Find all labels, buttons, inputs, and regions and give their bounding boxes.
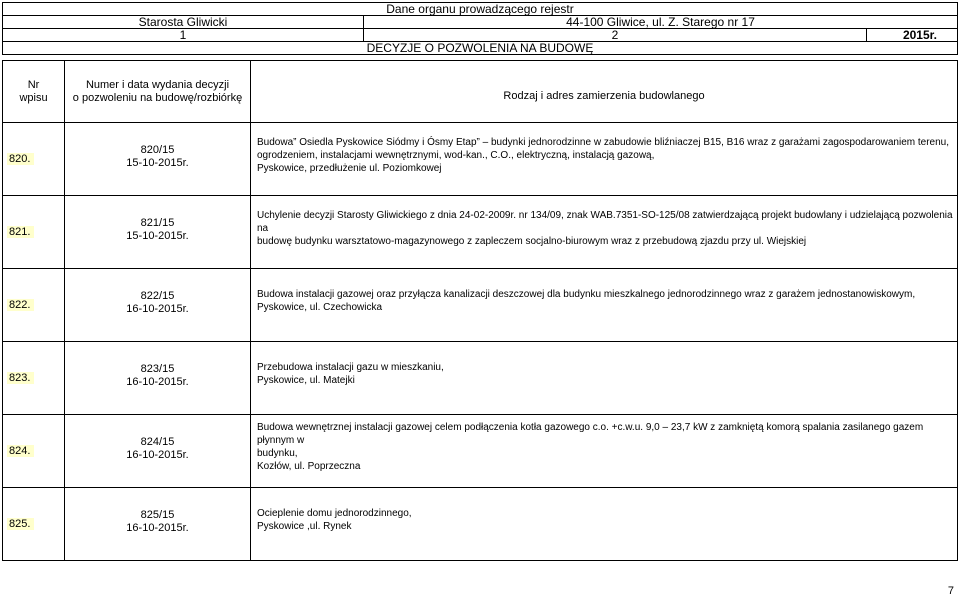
record-decision-cell <box>65 196 251 269</box>
column-header-nr-line2: wpisu <box>19 91 48 104</box>
table-row <box>3 342 958 415</box>
record-line: Kozłów, ul. Poprzeczna <box>257 461 361 472</box>
column-header-scope: Rodzaj i adres zamierzenia budowlanego <box>251 61 958 123</box>
record-decision-no: 825/15 <box>140 508 175 521</box>
record-decision-no: 820/15 <box>140 143 175 156</box>
record-line: ogrodzeniem, instalacjami wewnętrznymi, wod-kan., C.O., elektryczną, instalacją gazową, <box>257 149 655 161</box>
table-row <box>3 196 958 269</box>
record-line: Pyskowice ,ul. Rynek <box>257 521 352 532</box>
column-header-row <box>3 61 958 123</box>
record-line: Pyskowice, ul. Czechowicka <box>257 302 383 313</box>
record-decision-no: 822/15 <box>140 289 175 302</box>
record-nr: 822. <box>7 299 34 311</box>
record-description <box>251 269 958 342</box>
record-nr: 821. <box>7 226 34 238</box>
record-line: Budowa” Osiedla Pyskowice Siódmy i Ósmy Etap” – budynki jednorodzinne w zabudowie bliźniaczej B15, B16 wraz z garażami zagospodarowaniem terenu, <box>257 136 950 148</box>
record-nr-cell <box>3 269 65 342</box>
table-row <box>3 269 958 342</box>
record-line: Uchylenie decyzji Starosty Gliwickiego z dnia 24-02-2009r. nr 134/09, znak WAB.7351-SO-125/08 zatwierdzającą projekt budowlany i udzielającą pozwolenia na <box>257 209 953 234</box>
record-line: Przebudowa instalacji gazu w mieszkaniu, <box>257 362 444 373</box>
register-title: DECYZJE O POZWOLENIA NA BUDOWĘ <box>3 42 958 55</box>
record-date: 15-10-2015r. <box>126 156 189 169</box>
header-table <box>2 2 958 55</box>
record-description <box>251 415 958 488</box>
record-line: Budowa wewnętrznej instalacji gazowej celem podłączenia kotła gazowego c.o. +c.w.u. 9,0 – 23,7 kW z zamkniętą komorą spalania zasilanego gazem płynnym w <box>257 422 924 446</box>
header-title: Dane organu prowadzącego rejestr <box>3 3 958 16</box>
record-decision-cell <box>65 342 251 415</box>
record-nr-cell <box>3 342 65 415</box>
record-date: 16-10-2015r. <box>126 448 189 461</box>
record-description <box>251 342 958 415</box>
column-header-decision-line1: Numer i data wydania decyzji <box>85 78 230 91</box>
record-decision-no: 824/15 <box>140 435 175 448</box>
record-date: 16-10-2015r. <box>126 375 189 388</box>
table-row <box>3 123 958 196</box>
record-description <box>251 196 958 269</box>
record-decision-cell <box>65 269 251 342</box>
header-col-2: 2 <box>364 29 867 42</box>
record-line: Pyskowice, przedłużenie ul. Poziomkowej <box>257 162 442 174</box>
record-line: budowę budynku warsztatowo-magazynowego z zapleczem socjalno-biurowym wraz z przebudową zjazdu przy ul. Wiejskiej <box>257 235 807 247</box>
record-nr-cell <box>3 123 65 196</box>
register-table <box>2 60 958 561</box>
record-line: Budowa instalacji gazowej oraz przyłącza kanalizacji deszczowej dla budynku mieszkalnego jednorodzinnego wraz z garażem jednostanowiskowym, <box>257 289 916 300</box>
column-header-nr-line1: Nr <box>27 78 40 91</box>
record-decision-no: 821/15 <box>140 216 175 229</box>
organ-address: 44-100 Gliwice, ul. Z. Starego nr 17 <box>364 16 958 29</box>
record-line: budynku, <box>257 448 298 459</box>
record-line: Ocieplenie domu jednorodzinnego, <box>257 508 412 519</box>
column-header-decision-line2: o pozwoleniu na budowę/rozbiórkę <box>72 91 243 104</box>
header-year: 2015r. <box>867 29 958 42</box>
record-date: 16-10-2015r. <box>126 521 189 534</box>
record-decision-cell <box>65 123 251 196</box>
column-header-decision <box>65 61 251 123</box>
record-line: Pyskowice, ul. Matejki <box>257 375 355 386</box>
column-header-nr <box>3 61 65 123</box>
header-col-1: 1 <box>3 29 364 42</box>
record-date: 16-10-2015r. <box>126 302 189 315</box>
record-nr-cell <box>3 415 65 488</box>
record-nr: 820. <box>7 153 34 165</box>
record-description <box>251 488 958 561</box>
page-number: 7 <box>947 585 954 597</box>
record-nr-cell <box>3 488 65 561</box>
record-date: 15-10-2015r. <box>126 229 189 242</box>
record-nr-cell <box>3 196 65 269</box>
record-description <box>251 123 958 196</box>
table-row <box>3 415 958 488</box>
organ-name: Starosta Gliwicki <box>3 16 364 29</box>
record-nr: 825. <box>7 518 34 530</box>
record-decision-cell <box>65 415 251 488</box>
record-decision-cell <box>65 488 251 561</box>
record-nr: 824. <box>7 445 34 457</box>
record-nr: 823. <box>7 372 34 384</box>
table-row <box>3 488 958 561</box>
record-decision-no: 823/15 <box>140 362 175 375</box>
